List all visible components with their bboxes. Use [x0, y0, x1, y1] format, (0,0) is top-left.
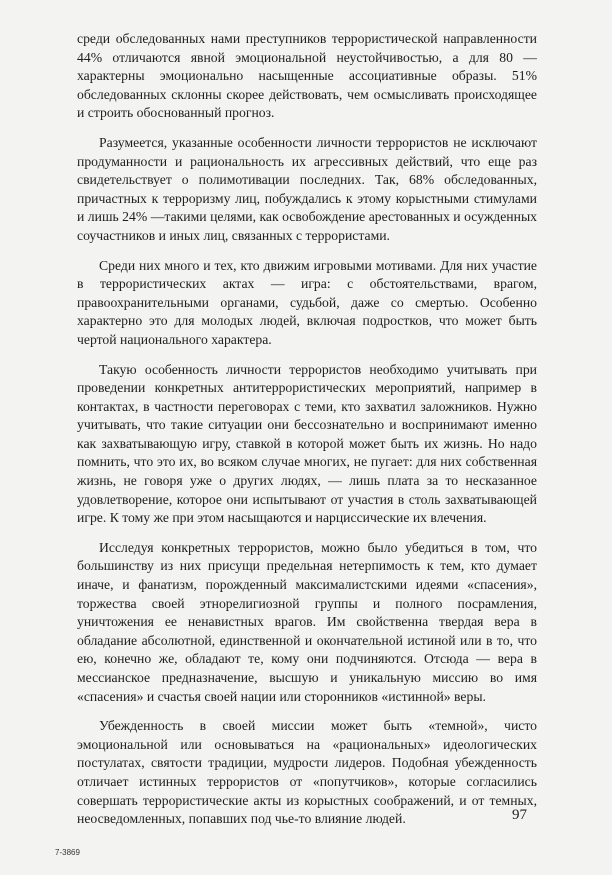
- paragraph-5: Исследуя конкретных террористов, можно было убедиться в том, что большинству из них присущи предельная нетерпимость к тем, кто думает иначе, и фанатизм, порожденный максималистскими идеями «спасения», торжества своей этнорелигиозной группы и полного посрамления, уничтожения ее ненавистных врагов. Им свойственна твердая вера в обладание абсолютной, единственной и окончательной истиной или в то, что ею, конечно же, обладают те, кому они подчиняются. Отсюда — вера в мессианское предназначение, высшую и уникальную миссию во имя «спасения» и счастья своей нации или сторонников «истинной» веры.: [77, 539, 537, 704]
- signature-mark: 7-3869: [55, 848, 80, 857]
- paragraph-1: среди обследованных нами преступников террористической направленности 44% отличаются явной эмоциональной неустойчивостью, а для 80 — характерны эмоционально насыщенные ассоциативные образы. 51% обследованных склонны скорее действовать, чем осмысливать происходящее и строить обоснованный прогноз.: [77, 31, 537, 121]
- paragraph-3: Среди них много и тех, кто движим игровыми мотивами. Для них участие в террористических актах — игра: с обстоятельствами, врагом, правоохранительными органами, судьбой, даже со смертью. Особенно характерно это для молодых людей, включая подростков, что может быть чертой национального характера.: [77, 257, 537, 347]
- paragraph-6: Убежденность в своей миссии может быть «темной», чисто эмоциональной или основываться на «рациональных» идеологических постулатах, святости традиции, мудрости лидеров. Подобная убежденность отличает истинных террористов от «попутчиков», которые согласились совершать террористические акты из корыстных соображений, и от темных, неосведомленных, попавших под чье-то влияние людей.: [77, 718, 537, 827]
- paragraph-2: Разумеется, указанные особенности личности террористов не исключают продуманности и рациональность их агрессивных действий, что еще раз свидетельствует о полимотивации последних. Так, 68% обследованных, причастных к терроризму лиц, побуждались к этому корыстными стимулами и лишь 24% —такими целями, как освобождение арестованных и осужденных соучастников и иных лиц, связанных с террористами.: [77, 134, 537, 243]
- paragraph-4: Такую особенность личности террористов необходимо учитывать при проведении конкретных антитеррористических мероприятий, например в контактах, в частности переговорах с теми, кто захватил заложников. Нужно учитывать, что такие ситуации они бессознательно и воспринимают именно как захватывающую игру, ставкой в которой может быть их жизнь. Но надо помнить, что это их, во всяком случае многих, не пугает: для них собственная жизнь, не говоря уже о других людях, — лишь плата за то несказанное удовлетворение, которое они испытывают от участия в столь захватывающей игре. К тому же при этом насыщаются и нарциссические их влечения.: [77, 361, 537, 526]
- body-text: [77, 30, 537, 829]
- page-number: 97: [512, 807, 527, 823]
